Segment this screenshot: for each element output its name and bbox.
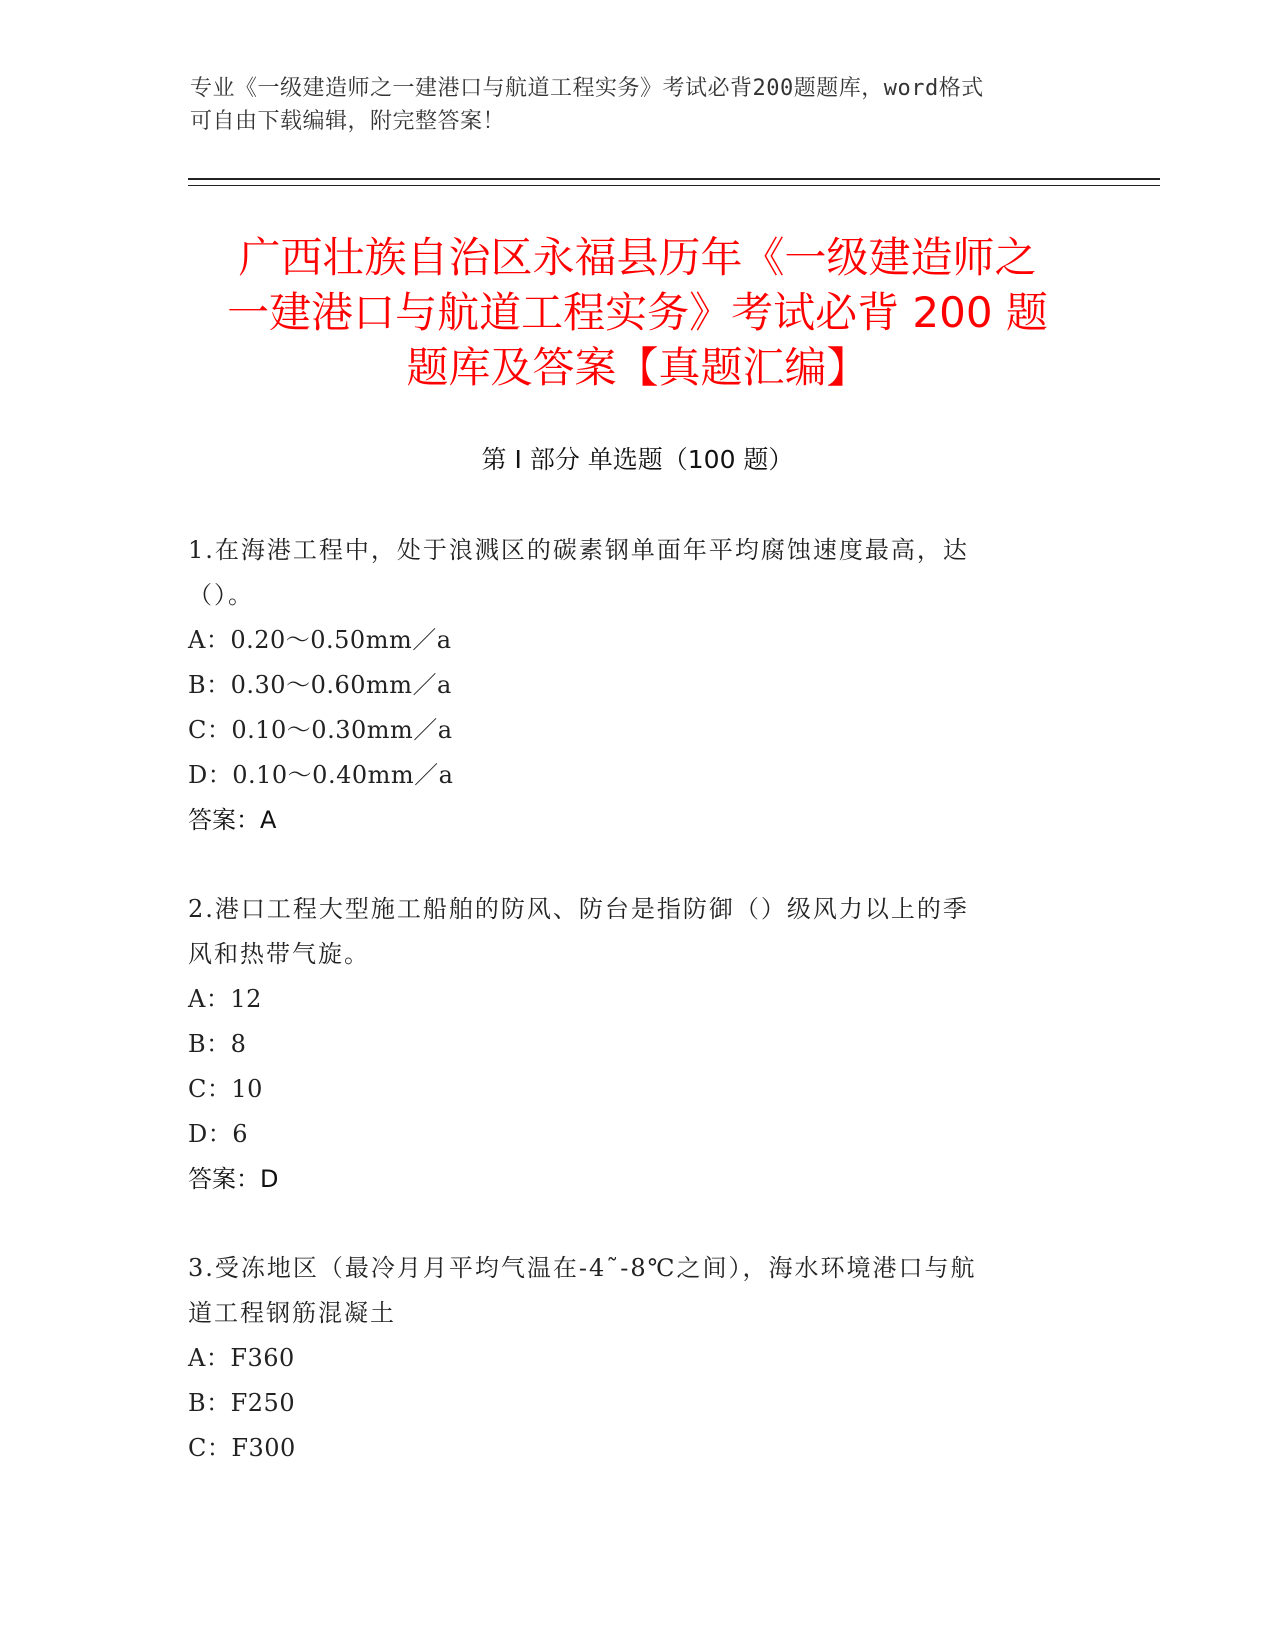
option-c: C：0.10～0.30mm／a [188,716,453,744]
option-a: A：0.20～0.50mm／a [188,626,452,654]
document-title-line-1: 广西壮族自治区永福县历年《一级建造师之 [238,233,1037,282]
option-c: C：F300 [188,1434,296,1462]
question-1 [188,528,1088,843]
document-title-line-3: 题库及答案【真题汇编】 [406,343,869,392]
option-c: C：10 [188,1075,263,1103]
question-stem: 3.受冻地区（最冷月月平均气温在-4˜-8℃之间），海水环境港口与航 [188,1254,977,1282]
document-title-line-2: 一建港口与航道工程实务》考试必背 200 题 [227,288,1048,337]
option-d: D：6 [188,1120,249,1148]
header-note-line-1: 专业《一级建造师之一建港口与航道工程实务》考试必背200题题库，word格式 [190,76,984,101]
option-b: B：0.30～0.60mm／a [188,671,452,699]
document-title [150,230,1125,395]
question-stem-continued: （）。 [188,581,254,609]
answer: 答案：D [188,1165,279,1193]
header-note-line-2: 可自由下载编辑，附完整答案！ [190,109,506,134]
header-divider-thick [188,178,1160,180]
option-b: B：8 [188,1030,247,1058]
option-a: A：12 [188,985,262,1013]
option-d: D：0.10～0.40mm／a [188,761,454,789]
header-divider-thin [188,185,1160,186]
question-stem: 1.在海港工程中，处于浪溅区的碳素钢单面年平均腐蚀速度最高，达 [188,536,969,564]
answer: 答案：A [188,806,277,834]
section-title: 第 I 部分 单选题（100 题） [481,445,794,474]
question-list [188,528,1088,1515]
question-stem: 2.港口工程大型施工船舶的防风、防台是指防御（）级风力以上的季 [188,895,969,923]
question-3 [188,1246,1088,1471]
header-note [190,72,1090,138]
question-2 [188,887,1088,1202]
question-stem-continued: 风和热带气旋。 [188,940,370,968]
option-a: A：F360 [188,1344,295,1372]
question-stem-continued: 道工程钢筋混凝土 [188,1299,396,1327]
option-b: B：F250 [188,1389,296,1417]
